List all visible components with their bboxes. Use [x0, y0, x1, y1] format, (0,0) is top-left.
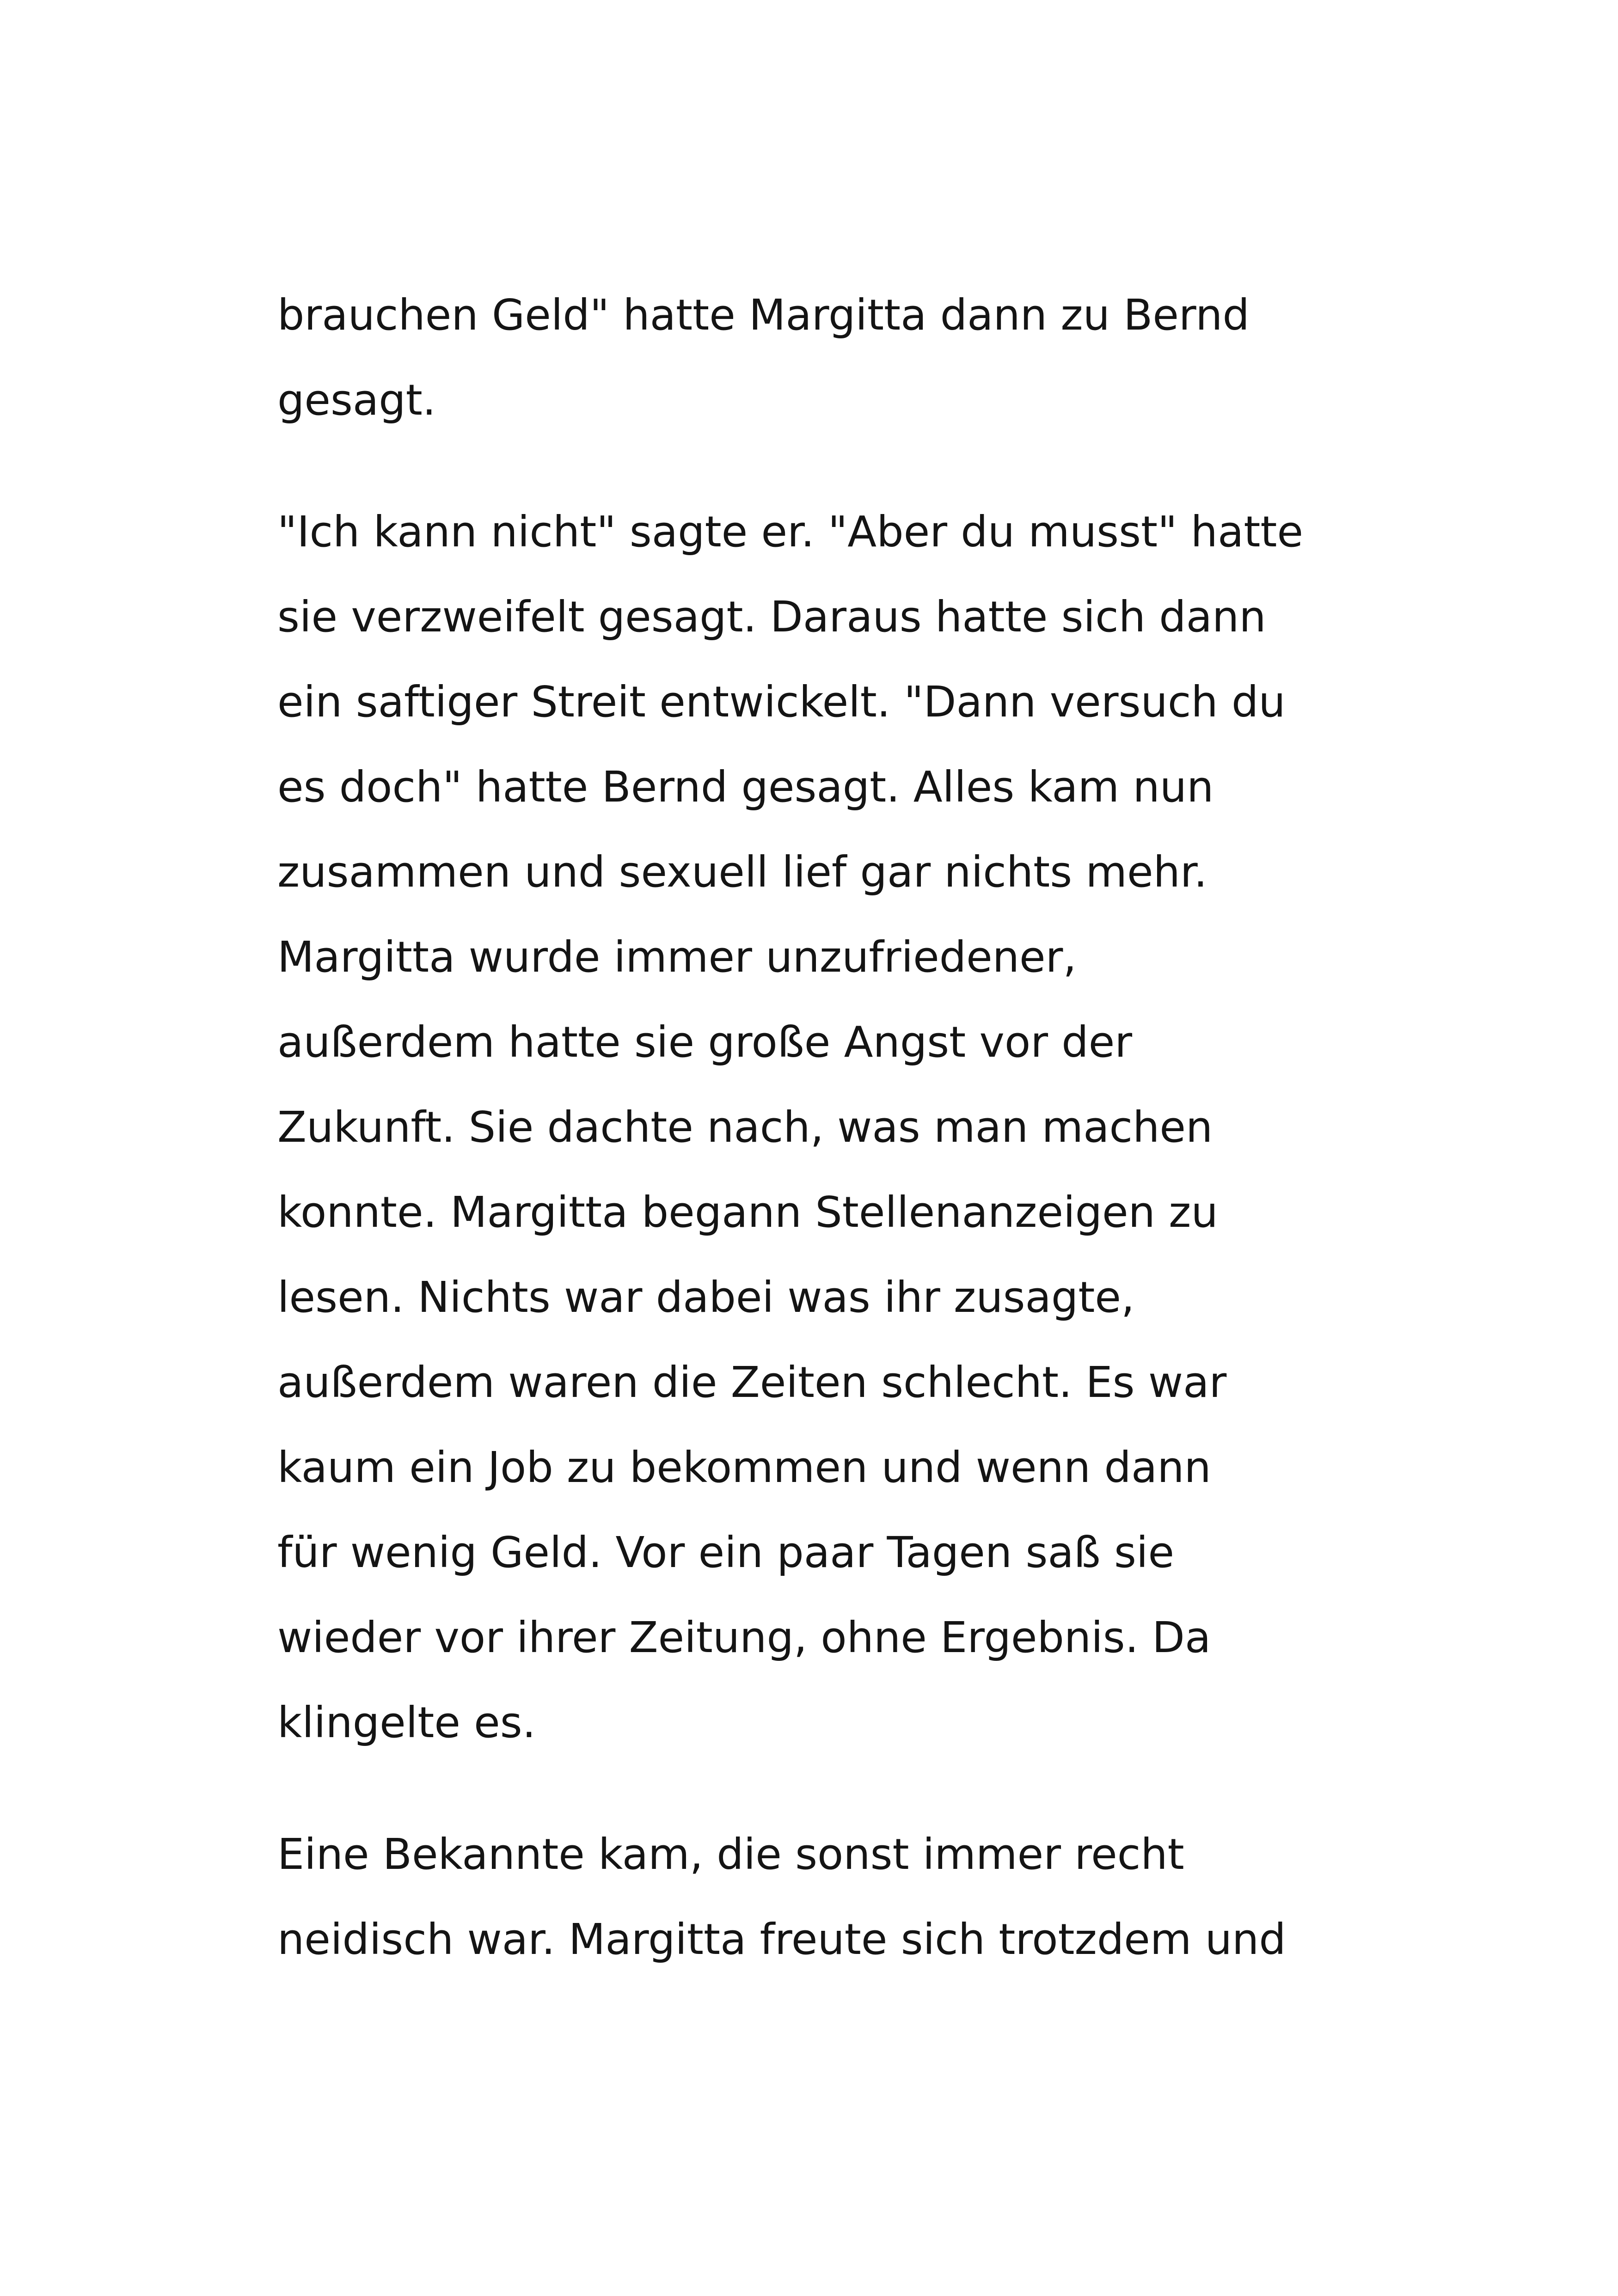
text-line: wieder vor ihrer Zeitung, ohne Ergebnis. Da: [277, 1613, 1211, 1662]
text-line: konnte. Margitta begann Stellenanzeigen zu: [277, 1188, 1218, 1237]
text-line: lesen. Nichts war dabei was ihr zusagte,: [277, 1273, 1135, 1322]
paragraph-2: [277, 490, 1387, 1765]
text-line: außerdem hatte sie große Angst vor der: [277, 1017, 1133, 1067]
text-line: außerdem waren die Zeiten schlecht. Es war: [277, 1358, 1227, 1407]
paragraph-3: [277, 1812, 1387, 1982]
text-line: gesagt.: [277, 375, 436, 425]
text-line: Margitta wurde immer unzufriedener,: [277, 932, 1077, 982]
text-line: "Ich kann nicht" sagte er. "Aber du musst" hatte: [277, 507, 1304, 557]
text-line: sie verzweifelt gesagt. Daraus hatte sich dann: [277, 592, 1266, 642]
text-line: klingelte es.: [277, 1698, 536, 1747]
text-line: brauchen Geld" hatte Margitta dann zu Bernd: [277, 290, 1250, 340]
text-line: ein saftiger Streit entwickelt. "Dann versuch du: [277, 677, 1286, 727]
paragraph-1: [277, 273, 1387, 443]
text-line: für wenig Geld. Vor ein paar Tagen saß sie: [277, 1528, 1175, 1577]
text-line: Zukunft. Sie dachte nach, was man machen: [277, 1102, 1213, 1152]
body-text: [277, 273, 1387, 2029]
text-line: es doch" hatte Bernd gesagt. Alles kam nun: [277, 762, 1214, 812]
text-line: Eine Bekannte kam, die sonst immer recht: [277, 1830, 1184, 1879]
text-line: neidisch war. Margitta freute sich trotzdem und: [277, 1915, 1286, 1964]
text-line: zusammen und sexuell lief gar nichts mehr.: [277, 847, 1207, 897]
text-line: kaum ein Job zu bekommen und wenn dann: [277, 1443, 1211, 1492]
